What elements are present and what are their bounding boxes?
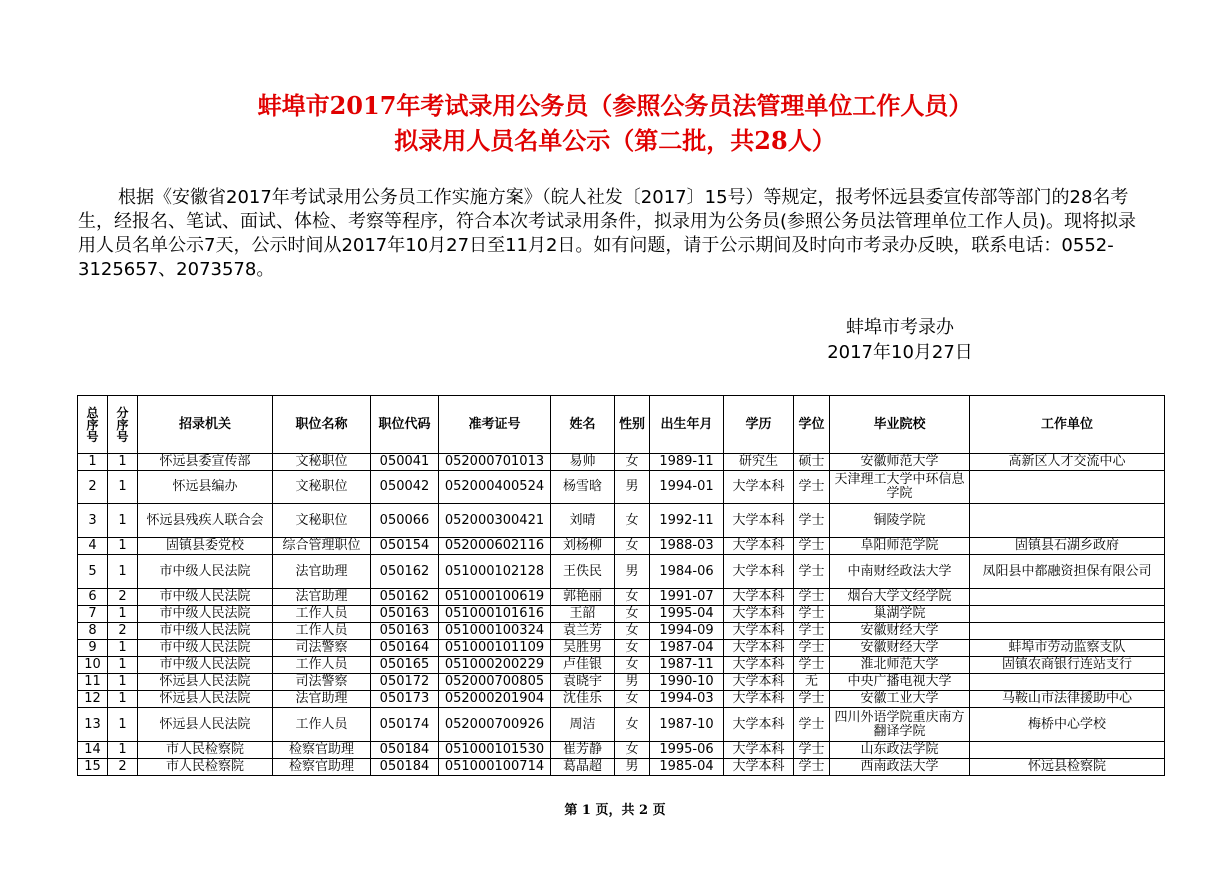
table-cell: 051000101616 bbox=[439, 606, 551, 623]
table-cell: 1 bbox=[108, 555, 138, 589]
table-cell: 050164 bbox=[371, 640, 439, 657]
table-row bbox=[78, 759, 1165, 776]
table-cell: 固镇农商银行连站支行 bbox=[970, 657, 1165, 674]
table-cell: 6 bbox=[78, 589, 108, 606]
table-cell: 怀远县残疾人联合会 bbox=[138, 504, 273, 538]
table-cell: 学士 bbox=[794, 742, 830, 759]
table-cell: 学士 bbox=[794, 606, 830, 623]
header-cell: 准考证号 bbox=[439, 396, 551, 454]
table-cell: 检察官助理 bbox=[273, 742, 371, 759]
table-cell: 大学本科 bbox=[724, 623, 794, 640]
table-cell: 无 bbox=[794, 674, 830, 691]
table-cell: 高新区人才交流中心 bbox=[970, 454, 1165, 471]
header-cell: 出生年月 bbox=[650, 396, 724, 454]
table-cell: 工作人员 bbox=[273, 708, 371, 742]
table-cell: 1987-10 bbox=[650, 708, 724, 742]
table-cell: 1994-09 bbox=[650, 623, 724, 640]
table-cell: 崔芳静 bbox=[551, 742, 615, 759]
table-cell: 女 bbox=[615, 742, 650, 759]
table-cell: 1 bbox=[108, 504, 138, 538]
table-cell: 学士 bbox=[794, 640, 830, 657]
table-cell: 051000200229 bbox=[439, 657, 551, 674]
header-cell: 招录机关 bbox=[138, 396, 273, 454]
table-cell bbox=[970, 504, 1165, 538]
table-cell: 1 bbox=[108, 657, 138, 674]
table-cell: 8 bbox=[78, 623, 108, 640]
table-cell: 050163 bbox=[371, 623, 439, 640]
table-cell: 大学本科 bbox=[724, 504, 794, 538]
table-cell: 法官助理 bbox=[273, 589, 371, 606]
table-cell: 怀远县人民法院 bbox=[138, 674, 273, 691]
table-cell: 工作人员 bbox=[273, 606, 371, 623]
table-cell: 梅桥中心学校 bbox=[970, 708, 1165, 742]
table-cell: 1985-04 bbox=[650, 759, 724, 776]
table-cell: 050042 bbox=[371, 471, 439, 504]
table-cell: 052000701013 bbox=[439, 454, 551, 471]
table-cell: 051000100619 bbox=[439, 589, 551, 606]
table-cell: 安徽工业大学 bbox=[830, 691, 970, 708]
table-cell: 西南政法大学 bbox=[830, 759, 970, 776]
table-cell: 学士 bbox=[794, 657, 830, 674]
table-cell: 司法警察 bbox=[273, 674, 371, 691]
table-cell: 1988-03 bbox=[650, 538, 724, 555]
table-cell: 大学本科 bbox=[724, 555, 794, 589]
table-cell: 052000201904 bbox=[439, 691, 551, 708]
table-cell: 051000100324 bbox=[439, 623, 551, 640]
table-cell: 大学本科 bbox=[724, 589, 794, 606]
table-cell: 9 bbox=[78, 640, 108, 657]
table-cell: 051000101530 bbox=[439, 742, 551, 759]
table-cell: 050066 bbox=[371, 504, 439, 538]
table-cell: 2 bbox=[108, 589, 138, 606]
table-cell: 大学本科 bbox=[724, 742, 794, 759]
header-cell: 职位代码 bbox=[371, 396, 439, 454]
table-cell bbox=[970, 674, 1165, 691]
table-row bbox=[78, 606, 1165, 623]
table-cell: 4 bbox=[78, 538, 108, 555]
table-cell: 固镇县石湖乡政府 bbox=[970, 538, 1165, 555]
table-cell: 050162 bbox=[371, 589, 439, 606]
table-cell: 男 bbox=[615, 555, 650, 589]
table-row bbox=[78, 640, 1165, 657]
table-cell: 杨雪晗 bbox=[551, 471, 615, 504]
table-cell: 巢湖学院 bbox=[830, 606, 970, 623]
table-cell: 工作人员 bbox=[273, 657, 371, 674]
table-cell: 女 bbox=[615, 623, 650, 640]
signature-date: 2017年10月27日 bbox=[827, 342, 973, 363]
table-cell: 天津理工大学中环信息学院 bbox=[830, 471, 970, 504]
table-cell: 大学本科 bbox=[724, 640, 794, 657]
table-cell: 1987-11 bbox=[650, 657, 724, 674]
document-title-line1: 蚌埠市2017年考试录用公务员（参照公务员法管理单位工作人员） bbox=[257, 91, 973, 120]
table-row bbox=[78, 538, 1165, 555]
table-cell: 市中级人民法院 bbox=[138, 640, 273, 657]
table-cell: 1995-06 bbox=[650, 742, 724, 759]
table-cell: 050041 bbox=[371, 454, 439, 471]
table-cell: 怀远县编办 bbox=[138, 471, 273, 504]
table-cell: 050154 bbox=[371, 538, 439, 555]
table-cell: 051000100714 bbox=[439, 759, 551, 776]
table-cell: 2 bbox=[108, 759, 138, 776]
table-cell: 阜阳师范学院 bbox=[830, 538, 970, 555]
table-cell bbox=[970, 471, 1165, 504]
table-cell: 安徽财经大学 bbox=[830, 640, 970, 657]
table-cell: 怀远县人民法院 bbox=[138, 691, 273, 708]
table-cell: 蚌埠市劳动监察支队 bbox=[970, 640, 1165, 657]
table-cell: 1 bbox=[108, 454, 138, 471]
table-cell bbox=[970, 589, 1165, 606]
header-cell: 学位 bbox=[794, 396, 830, 454]
table-cell: 学士 bbox=[794, 504, 830, 538]
table-cell: 050172 bbox=[371, 674, 439, 691]
table-cell: 051000101109 bbox=[439, 640, 551, 657]
table-cell: 1 bbox=[78, 454, 108, 471]
table-cell: 052000700805 bbox=[439, 674, 551, 691]
header-cell: 性别 bbox=[615, 396, 650, 454]
table-cell: 男 bbox=[615, 471, 650, 504]
table-cell: 1990-10 bbox=[650, 674, 724, 691]
table-cell: 市人民检察院 bbox=[138, 759, 273, 776]
table-cell: 050173 bbox=[371, 691, 439, 708]
table-cell: 12 bbox=[78, 691, 108, 708]
table-row bbox=[78, 623, 1165, 640]
table-cell: 女 bbox=[615, 708, 650, 742]
announcement-paragraph bbox=[78, 186, 1150, 282]
table-cell: 淮北师范大学 bbox=[830, 657, 970, 674]
table-cell: 1 bbox=[108, 691, 138, 708]
table-cell: 凤阳县中都融资担保有限公司 bbox=[970, 555, 1165, 589]
table-row bbox=[78, 504, 1165, 538]
table-cell: 葛晶超 bbox=[551, 759, 615, 776]
table-cell: 烟台大学文经学院 bbox=[830, 589, 970, 606]
table-cell: 怀远县人民法院 bbox=[138, 708, 273, 742]
table-cell: 市中级人民法院 bbox=[138, 623, 273, 640]
table-cell: 研究生 bbox=[724, 454, 794, 471]
table-cell: 王韶 bbox=[551, 606, 615, 623]
table-cell: 14 bbox=[78, 742, 108, 759]
table-row bbox=[78, 657, 1165, 674]
table-cell: 050165 bbox=[371, 657, 439, 674]
table-cell: 050162 bbox=[371, 555, 439, 589]
document-title-line2: 拟录用人员名单公示（第二批，共28人） bbox=[394, 126, 836, 155]
table-cell: 中南财经政法大学 bbox=[830, 555, 970, 589]
table-row bbox=[78, 555, 1165, 589]
table-cell: 学士 bbox=[794, 708, 830, 742]
table-cell: 学士 bbox=[794, 538, 830, 555]
table-cell: 11 bbox=[78, 674, 108, 691]
table-cell: 052000400524 bbox=[439, 471, 551, 504]
table-cell: 052000700926 bbox=[439, 708, 551, 742]
table-cell: 怀远县检察院 bbox=[970, 759, 1165, 776]
table-cell: 1994-01 bbox=[650, 471, 724, 504]
table-row bbox=[78, 708, 1165, 742]
table-cell: 女 bbox=[615, 691, 650, 708]
table-cell: 学士 bbox=[794, 691, 830, 708]
table-cell: 1991-07 bbox=[650, 589, 724, 606]
table-cell: 1989-11 bbox=[650, 454, 724, 471]
table-cell: 大学本科 bbox=[724, 759, 794, 776]
table-cell: 1994-03 bbox=[650, 691, 724, 708]
table-cell: 大学本科 bbox=[724, 691, 794, 708]
table-row bbox=[78, 674, 1165, 691]
table-row bbox=[78, 454, 1165, 471]
table-cell: 安徽师范大学 bbox=[830, 454, 970, 471]
table-cell: 法官助理 bbox=[273, 555, 371, 589]
table-cell: 四川外语学院重庆南方翻译学院 bbox=[830, 708, 970, 742]
table-cell: 法官助理 bbox=[273, 691, 371, 708]
table-cell: 大学本科 bbox=[724, 538, 794, 555]
table-row bbox=[78, 471, 1165, 504]
table-cell: 1 bbox=[108, 708, 138, 742]
table-cell: 2 bbox=[78, 471, 108, 504]
table-cell: 袁兰芳 bbox=[551, 623, 615, 640]
table-cell bbox=[970, 742, 1165, 759]
table-row bbox=[78, 742, 1165, 759]
table-cell: 文秘职位 bbox=[273, 504, 371, 538]
candidate-table bbox=[77, 395, 1165, 776]
table-cell: 男 bbox=[615, 759, 650, 776]
table-cell: 女 bbox=[615, 640, 650, 657]
table-cell: 7 bbox=[78, 606, 108, 623]
signature-org: 蚌埠市考录办 bbox=[846, 317, 954, 338]
table-cell: 学士 bbox=[794, 589, 830, 606]
table-cell: 学士 bbox=[794, 623, 830, 640]
table-cell: 卢佳银 bbox=[551, 657, 615, 674]
table-cell: 大学本科 bbox=[724, 606, 794, 623]
table-row bbox=[78, 589, 1165, 606]
table-cell: 山东政法学院 bbox=[830, 742, 970, 759]
table-cell: 1 bbox=[108, 606, 138, 623]
table-cell: 司法警察 bbox=[273, 640, 371, 657]
table-cell: 女 bbox=[615, 657, 650, 674]
table-cell: 市人民检察院 bbox=[138, 742, 273, 759]
table-cell: 学士 bbox=[794, 759, 830, 776]
table-cell: 袁晓宇 bbox=[551, 674, 615, 691]
announcement-text: 根据《安徽省2017年考试录用公务员工作实施方案》（皖人社发〔2017〕15号）等规定，报考怀远县委宣传部等部门的28名考生，经报名、笔试、面试、体检、考察等程序，符合本次考试录用条件，拟录用为公务员(参照公务员法管理单位工作人员)。现将拟录用人员名单公示7天，公示时间从2017年10月27日至11月2日。如有问题，请于公示期间及时向市考录办反映，联系电话：0552-3125657、2073578。 bbox=[78, 187, 1137, 280]
table-cell: 大学本科 bbox=[724, 471, 794, 504]
table-cell: 女 bbox=[615, 454, 650, 471]
table-cell: 文秘职位 bbox=[273, 454, 371, 471]
table-cell: 易帅 bbox=[551, 454, 615, 471]
table-cell: 1 bbox=[108, 538, 138, 555]
table-cell: 文秘职位 bbox=[273, 471, 371, 504]
table-cell: 郭艳丽 bbox=[551, 589, 615, 606]
table-cell: 050174 bbox=[371, 708, 439, 742]
table-cell: 周洁 bbox=[551, 708, 615, 742]
table-cell: 10 bbox=[78, 657, 108, 674]
table-cell: 沈佳乐 bbox=[551, 691, 615, 708]
table-cell: 市中级人民法院 bbox=[138, 589, 273, 606]
table-cell: 刘晴 bbox=[551, 504, 615, 538]
table-cell: 2 bbox=[108, 623, 138, 640]
table-cell: 铜陵学院 bbox=[830, 504, 970, 538]
header-cell: 分 序 号 bbox=[108, 396, 138, 454]
table-cell: 马鞍山市法律援助中心 bbox=[970, 691, 1165, 708]
table-cell: 050184 bbox=[371, 759, 439, 776]
table-row bbox=[78, 691, 1165, 708]
table-cell: 大学本科 bbox=[724, 708, 794, 742]
table-header-row bbox=[78, 396, 1165, 454]
table-cell: 固镇县委党校 bbox=[138, 538, 273, 555]
page-footer: 第 1 页，共 2 页 bbox=[564, 803, 666, 818]
table-cell: 学士 bbox=[794, 471, 830, 504]
header-cell: 学历 bbox=[724, 396, 794, 454]
table-cell: 怀远县委宣传部 bbox=[138, 454, 273, 471]
header-cell: 总 序 号 bbox=[78, 396, 108, 454]
table-cell bbox=[970, 623, 1165, 640]
table-cell: 王佚民 bbox=[551, 555, 615, 589]
table-cell: 安徽财经大学 bbox=[830, 623, 970, 640]
table-cell: 3 bbox=[78, 504, 108, 538]
table-cell: 男 bbox=[615, 674, 650, 691]
table-cell: 市中级人民法院 bbox=[138, 606, 273, 623]
table-cell: 051000102128 bbox=[439, 555, 551, 589]
table-cell: 050163 bbox=[371, 606, 439, 623]
table-cell: 1 bbox=[108, 674, 138, 691]
table-cell: 检察官助理 bbox=[273, 759, 371, 776]
table-cell: 1995-04 bbox=[650, 606, 724, 623]
header-cell: 姓名 bbox=[551, 396, 615, 454]
table-cell: 15 bbox=[78, 759, 108, 776]
table-cell: 050184 bbox=[371, 742, 439, 759]
table-cell: 1 bbox=[108, 471, 138, 504]
header-cell: 工作单位 bbox=[970, 396, 1165, 454]
header-cell: 毕业院校 bbox=[830, 396, 970, 454]
table-cell: 中央广播电视大学 bbox=[830, 674, 970, 691]
table-cell: 5 bbox=[78, 555, 108, 589]
table-cell: 052000300421 bbox=[439, 504, 551, 538]
table-cell: 市中级人民法院 bbox=[138, 555, 273, 589]
table-cell: 1 bbox=[108, 640, 138, 657]
table-cell: 13 bbox=[78, 708, 108, 742]
table-cell: 女 bbox=[615, 589, 650, 606]
table-cell: 大学本科 bbox=[724, 674, 794, 691]
table-cell: 1984-06 bbox=[650, 555, 724, 589]
table-cell: 1992-11 bbox=[650, 504, 724, 538]
table-cell: 学士 bbox=[794, 555, 830, 589]
header-cell: 职位名称 bbox=[273, 396, 371, 454]
table-cell: 052000602116 bbox=[439, 538, 551, 555]
table-cell: 吴胜男 bbox=[551, 640, 615, 657]
table-cell: 工作人员 bbox=[273, 623, 371, 640]
table-cell: 女 bbox=[615, 504, 650, 538]
table-cell: 1987-04 bbox=[650, 640, 724, 657]
table-cell: 综合管理职位 bbox=[273, 538, 371, 555]
table-cell: 刘杨柳 bbox=[551, 538, 615, 555]
table-cell: 硕士 bbox=[794, 454, 830, 471]
table-cell: 大学本科 bbox=[724, 657, 794, 674]
table-cell: 女 bbox=[615, 606, 650, 623]
table-cell: 女 bbox=[615, 538, 650, 555]
table-cell: 市中级人民法院 bbox=[138, 657, 273, 674]
table-cell: 1 bbox=[108, 742, 138, 759]
table-cell bbox=[970, 606, 1165, 623]
